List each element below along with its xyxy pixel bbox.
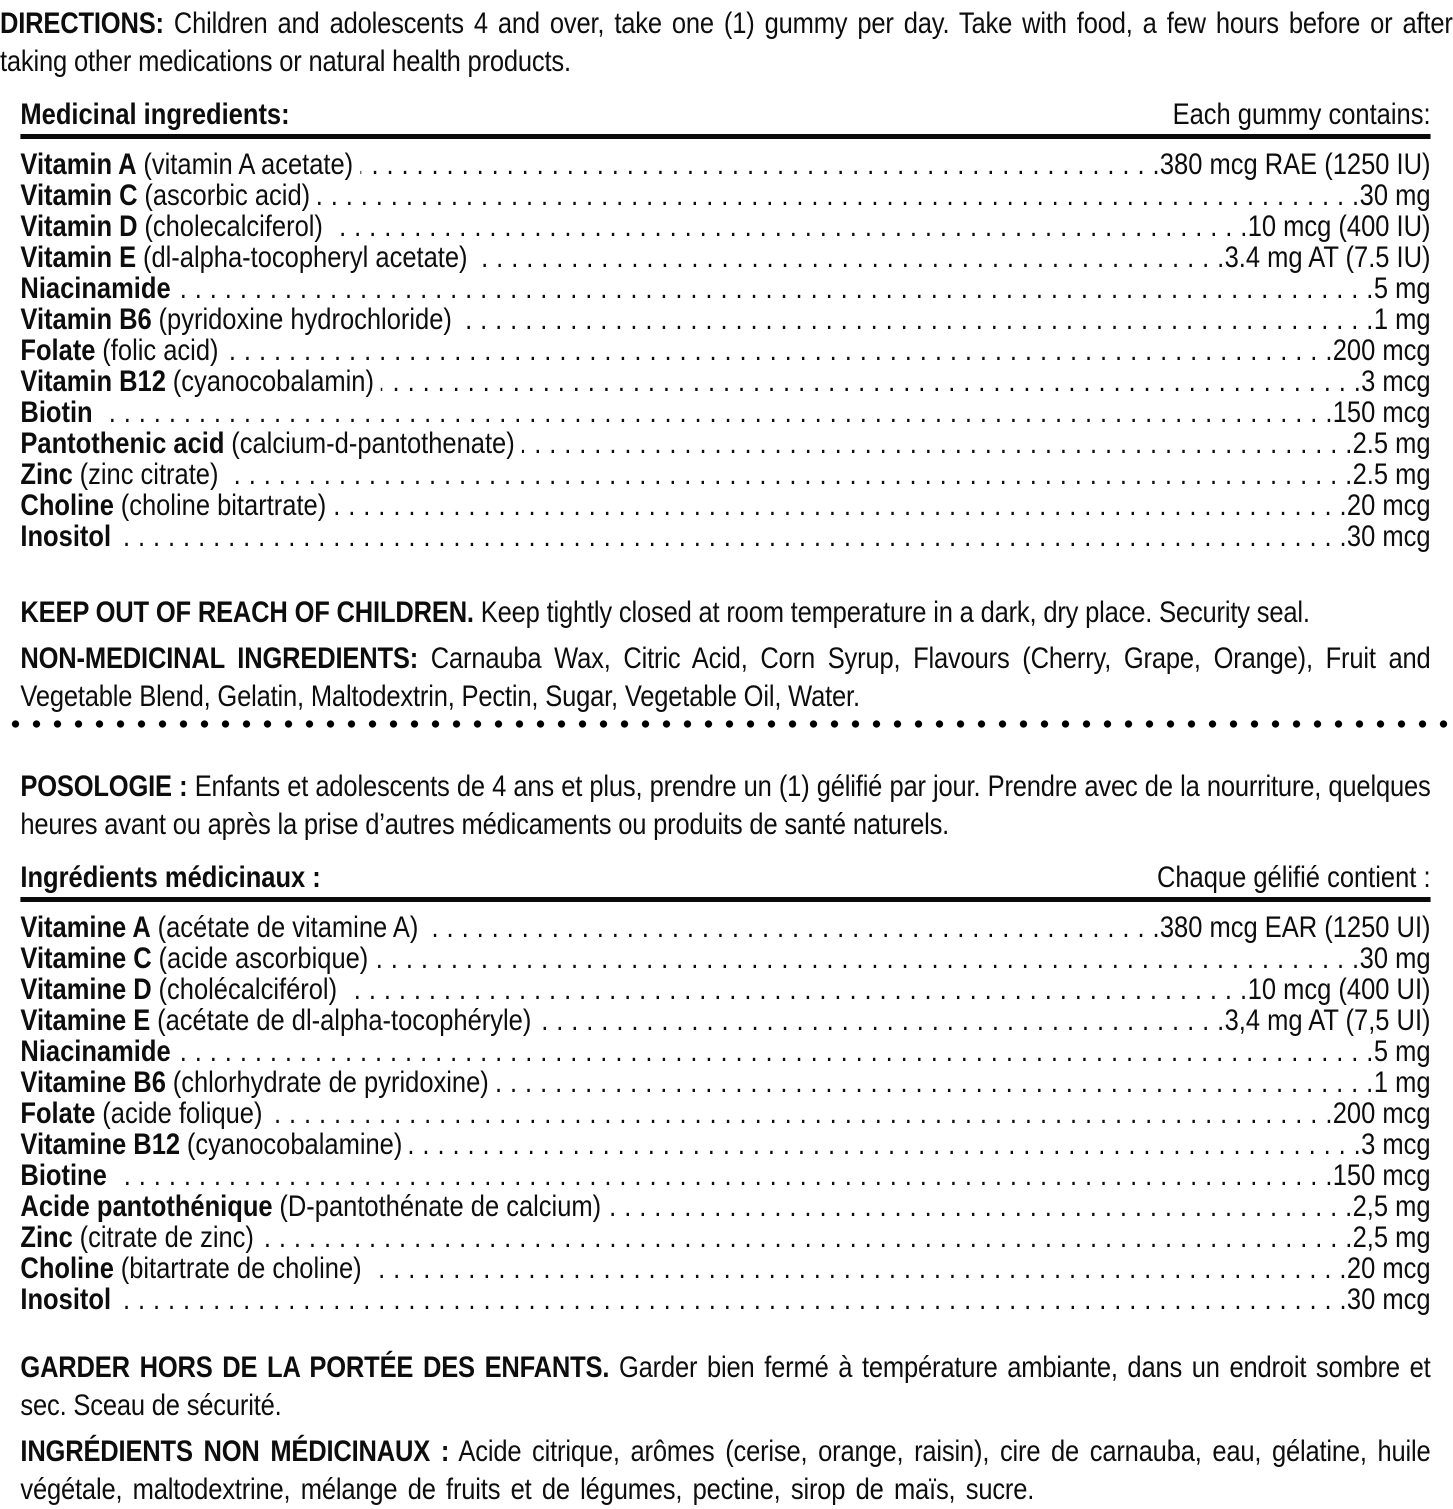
ingredients-medicinaux-heading: Ingrédients médicinaux :: [20, 861, 321, 894]
non-medicinal-text-en: Carnauba Wax, Citric Acid, Corn Syrup, Flavours (Cherry, Grape, Orange), Fruit and Vegetable Blend, Gelatin, Maltodextrin, Pectin, Sugar, Vegetable Oil, Water.: [20, 642, 1431, 713]
ingredient-name: Vitamin A: [20, 148, 137, 181]
table-header-en: [20, 99, 1430, 134]
ingredient-name: Niacinamide: [20, 272, 171, 305]
ingredient-row: [20, 912, 1430, 943]
ingredient-row: [20, 1098, 1430, 1129]
ingredient-row: [20, 366, 1430, 397]
label-sheet: [0, 5, 1453, 1509]
ingredient-name: Inositol: [20, 520, 112, 553]
keep-out-label-fr: GARDER HORS DE LA PORTÉE DES ENFANTS.: [20, 1351, 610, 1384]
ingredient-row: [20, 1005, 1430, 1036]
ingredient-row: [20, 1160, 1430, 1191]
table-header-rule-fr: [20, 897, 1430, 902]
ingredient-amount: 30 mcg: [1346, 520, 1431, 553]
ingredient-form: (folic acid): [102, 334, 219, 367]
ingredient-amount: 2.5 mg: [1352, 458, 1431, 491]
medicinal-table-fr: [20, 862, 1430, 1315]
ingredient-row: [20, 459, 1430, 490]
ingredient-name: Niacinamide: [20, 1035, 171, 1068]
posologie-paragraph: [20, 768, 1430, 844]
dot-leader: [459, 304, 1374, 335]
dot-leader: [225, 335, 1332, 366]
posologie-label: POSOLOGIE :: [20, 770, 188, 803]
dot-leader: [330, 211, 1248, 242]
ingredient-form: (acétate de dl-alpha-tocophéryle): [157, 1004, 532, 1037]
ingredient-name: Vitamine D: [20, 973, 152, 1006]
ingredient-form: (cyanocobalamine): [186, 1128, 403, 1161]
ingredient-name: Vitamin B12: [20, 365, 166, 398]
ingredient-amount: 10 mcg (400 UI): [1247, 973, 1431, 1006]
ingredient-row: [20, 428, 1430, 459]
non-medicinal-paragraph-fr: [20, 1433, 1430, 1509]
ingredient-row: [20, 1036, 1430, 1067]
ingredient-amount: 200 mcg: [1332, 334, 1431, 367]
ingredient-form: (acide folique): [102, 1097, 263, 1130]
ingredient-amount: 20 mcg: [1346, 1252, 1431, 1285]
ingredient-form: (zinc citrate): [79, 458, 219, 491]
ingredient-amount: 20 mcg: [1346, 489, 1431, 522]
ingredient-form: (acétate de vitamine A): [157, 911, 419, 944]
ingredient-name: Vitamine A: [20, 911, 151, 944]
non-medicinal-paragraph-en: [20, 640, 1430, 716]
ingredient-name: Choline: [20, 489, 114, 522]
ingredient-name: Vitamin E: [20, 241, 137, 274]
ingredient-row: [20, 1222, 1430, 1253]
ingredient-row: [20, 149, 1430, 180]
dot-leader: [344, 974, 1248, 1005]
ingredient-amount: 1 mg: [1373, 1066, 1431, 1099]
ingredient-name: Choline: [20, 1252, 114, 1285]
dot-leader: [99, 397, 1332, 428]
dot-leader: [538, 1005, 1224, 1036]
ingredient-row: [20, 974, 1430, 1005]
ingredient-form: (pyridoxine hydrochloride): [158, 303, 452, 336]
ingredient-amount: 380 mcg RAE (1250 IU): [1159, 148, 1431, 181]
dot-leader: [269, 1098, 1332, 1129]
ingredient-name: Vitamin D: [20, 210, 138, 243]
ingredient-amount: 3 mcg: [1361, 1128, 1431, 1161]
dot-leader: [177, 273, 1373, 304]
ingredient-row: [20, 397, 1430, 428]
dot-leader: [522, 428, 1353, 459]
dot-leader: [368, 1253, 1346, 1284]
dot-leader: [474, 242, 1224, 273]
ingredient-name: Vitamine B12: [20, 1128, 181, 1161]
ingredient-row: [20, 304, 1430, 335]
ingredient-form: (cholecalciferol): [144, 210, 323, 243]
directions-paragraph: [0, 5, 1453, 81]
ingredient-row: [20, 1284, 1430, 1315]
ingredient-amount: 380 mcg EAR (1250 UI): [1159, 911, 1431, 944]
ingredient-row: [20, 1253, 1430, 1284]
ingredient-row: [20, 273, 1430, 304]
ingredient-name: Folate: [20, 1097, 96, 1130]
ingredient-form: (cyanocobalamin): [172, 365, 374, 398]
ingredient-name: Acide pantothénique: [20, 1190, 273, 1223]
dot-leader: [333, 490, 1347, 521]
ingredient-amount: 150 mcg: [1332, 1159, 1431, 1192]
ingredient-row: [20, 1129, 1430, 1160]
ingredient-name: Vitamine B6: [20, 1066, 166, 1099]
ingredient-amount: 150 mcg: [1332, 396, 1431, 429]
english-section: [0, 5, 1453, 716]
ingredient-row: [20, 1191, 1430, 1222]
dot-leader: [118, 1284, 1347, 1315]
ingredient-amount: 30 mcg: [1346, 1283, 1431, 1316]
non-medicinal-label-en: NON-MEDICINAL INGREDIENTS:: [20, 642, 419, 675]
ingredient-form: (chlorhydrate de pyridoxine): [172, 1066, 489, 1099]
ingredient-name: Vitamine E: [20, 1004, 151, 1037]
ingredient-row: [20, 521, 1430, 552]
ingredient-form: (calcium-d-pantothenate): [231, 427, 515, 460]
dot-leader: [225, 459, 1352, 490]
directions-label: DIRECTIONS:: [0, 7, 164, 40]
non-medicinal-label-fr: INGRÉDIENTS NON MÉDICINAUX :: [20, 1435, 450, 1468]
ingredient-form: (choline bitartrate): [120, 489, 327, 522]
ingredient-amount: 1 mg: [1373, 303, 1431, 336]
ingredient-name: Folate: [20, 334, 96, 367]
directions-text: Children and adolescents 4 and over, take one (1) gummy per day. Take with food, a few hours before or after taking other medications or natural health products.: [0, 7, 1453, 78]
keep-out-text-en: Keep tightly closed at room temperature in a dark, dry place. Security seal.: [480, 596, 1310, 629]
french-section: [0, 768, 1453, 1509]
ingredient-amount: 2.5 mg: [1352, 427, 1431, 460]
ingredient-form: (citrate de zinc): [79, 1221, 254, 1254]
ingredient-name: Inositol: [20, 1283, 112, 1316]
ingredient-name: Zinc: [20, 1221, 73, 1254]
ingredient-amount: 5 mg: [1373, 1035, 1431, 1068]
ingredient-name: Vitamine C: [20, 942, 152, 975]
dot-leader: [381, 366, 1361, 397]
dot-leader: [409, 1129, 1361, 1160]
ingredient-name: Vitamin C: [20, 179, 138, 212]
keep-out-text-fr: Garder bien fermé à température ambiante, dans un endroit sombre et sec. Sceau de sécurité.: [20, 1351, 1431, 1422]
medicinal-ingredients-heading: Medicinal ingredients:: [20, 98, 290, 131]
ingredient-form: (ascorbic acid): [144, 179, 311, 212]
dot-leader: [375, 943, 1360, 974]
keep-out-label-en: KEEP OUT OF REACH OF CHILDREN.: [20, 596, 474, 629]
non-medicinal-text-fr: Acide citrique, arômes (cerise, orange, raisin), cire de carnauba, eau, gélatine, huile végétale, maltodextrine, mélange de fruits et de légumes, pectine, sirop de maïs, sucre.: [20, 1435, 1431, 1506]
ingredient-name: Zinc: [20, 458, 73, 491]
posologie-text: Enfants et adolescents de 4 ans et plus, prendre un (1) gélifié par jour. Prendre avec de la nourriture, quelques heures avant ou après la prise d’autres médicaments ou produits de santé naturels.: [20, 770, 1431, 841]
ingredient-rows-fr: [20, 912, 1430, 1315]
dot-leader: [317, 180, 1360, 211]
ingredient-amount: 5 mg: [1373, 272, 1431, 305]
keep-out-paragraph-fr: [20, 1349, 1430, 1425]
ingredient-row: [20, 335, 1430, 366]
ingredient-form: (bitartrate de choline): [120, 1252, 362, 1285]
ingredient-name: Pantothenic acid: [20, 427, 225, 460]
ingredient-row: [20, 943, 1430, 974]
ingredient-name: Vitamin B6: [20, 303, 152, 336]
dotted-divider: [0, 720, 1453, 728]
ingredient-amount: 200 mcg: [1332, 1097, 1431, 1130]
ingredient-amount: 10 mcg (400 IU): [1247, 210, 1431, 243]
ingredient-amount: 3,4 mg AT (7,5 UI): [1224, 1004, 1431, 1037]
dot-leader: [261, 1222, 1353, 1253]
dot-leader: [425, 912, 1160, 943]
ingredient-name: Biotin: [20, 396, 93, 429]
ingredient-amount: 2,5 mg: [1352, 1221, 1431, 1254]
ingredient-amount: 2,5 mg: [1352, 1190, 1431, 1223]
dot-leader: [177, 1036, 1373, 1067]
ingredient-amount: 3.4 mg AT (7.5 IU): [1224, 241, 1431, 274]
ingredient-rows-en: [20, 149, 1430, 552]
ingredient-form: (cholécalciférol): [158, 973, 338, 1006]
dot-leader: [608, 1191, 1353, 1222]
each-gummy-contains-label: Each gummy contains:: [1172, 98, 1431, 131]
table-header-rule-en: [20, 134, 1430, 139]
keep-out-paragraph-en: [20, 594, 1430, 632]
ingredient-form: (vitamin A acetate): [143, 148, 354, 181]
ingredient-name: Biotine: [20, 1159, 107, 1192]
ingredient-row: [20, 1067, 1430, 1098]
ingredient-amount: 3 mcg: [1361, 365, 1431, 398]
dot-leader: [360, 149, 1160, 180]
ingredient-form: (acide ascorbique): [158, 942, 369, 975]
table-header-fr: [20, 862, 1430, 897]
dot-leader: [114, 1160, 1333, 1191]
ingredient-row: [20, 490, 1430, 521]
chaque-gelifie-contient-label: Chaque gélifié contient :: [1156, 861, 1431, 894]
medicinal-table-en: [20, 99, 1430, 552]
ingredient-row: [20, 180, 1430, 211]
dot-leader: [496, 1067, 1374, 1098]
ingredient-amount: 30 mg: [1359, 942, 1431, 975]
ingredient-form: (dl-alpha-tocopheryl acetate): [142, 241, 468, 274]
ingredient-amount: 30 mg: [1359, 179, 1431, 212]
ingredient-row: [20, 211, 1430, 242]
dot-leader: [118, 521, 1347, 552]
ingredient-row: [20, 242, 1430, 273]
ingredient-form: (D-pantothénate de calcium): [279, 1190, 602, 1223]
